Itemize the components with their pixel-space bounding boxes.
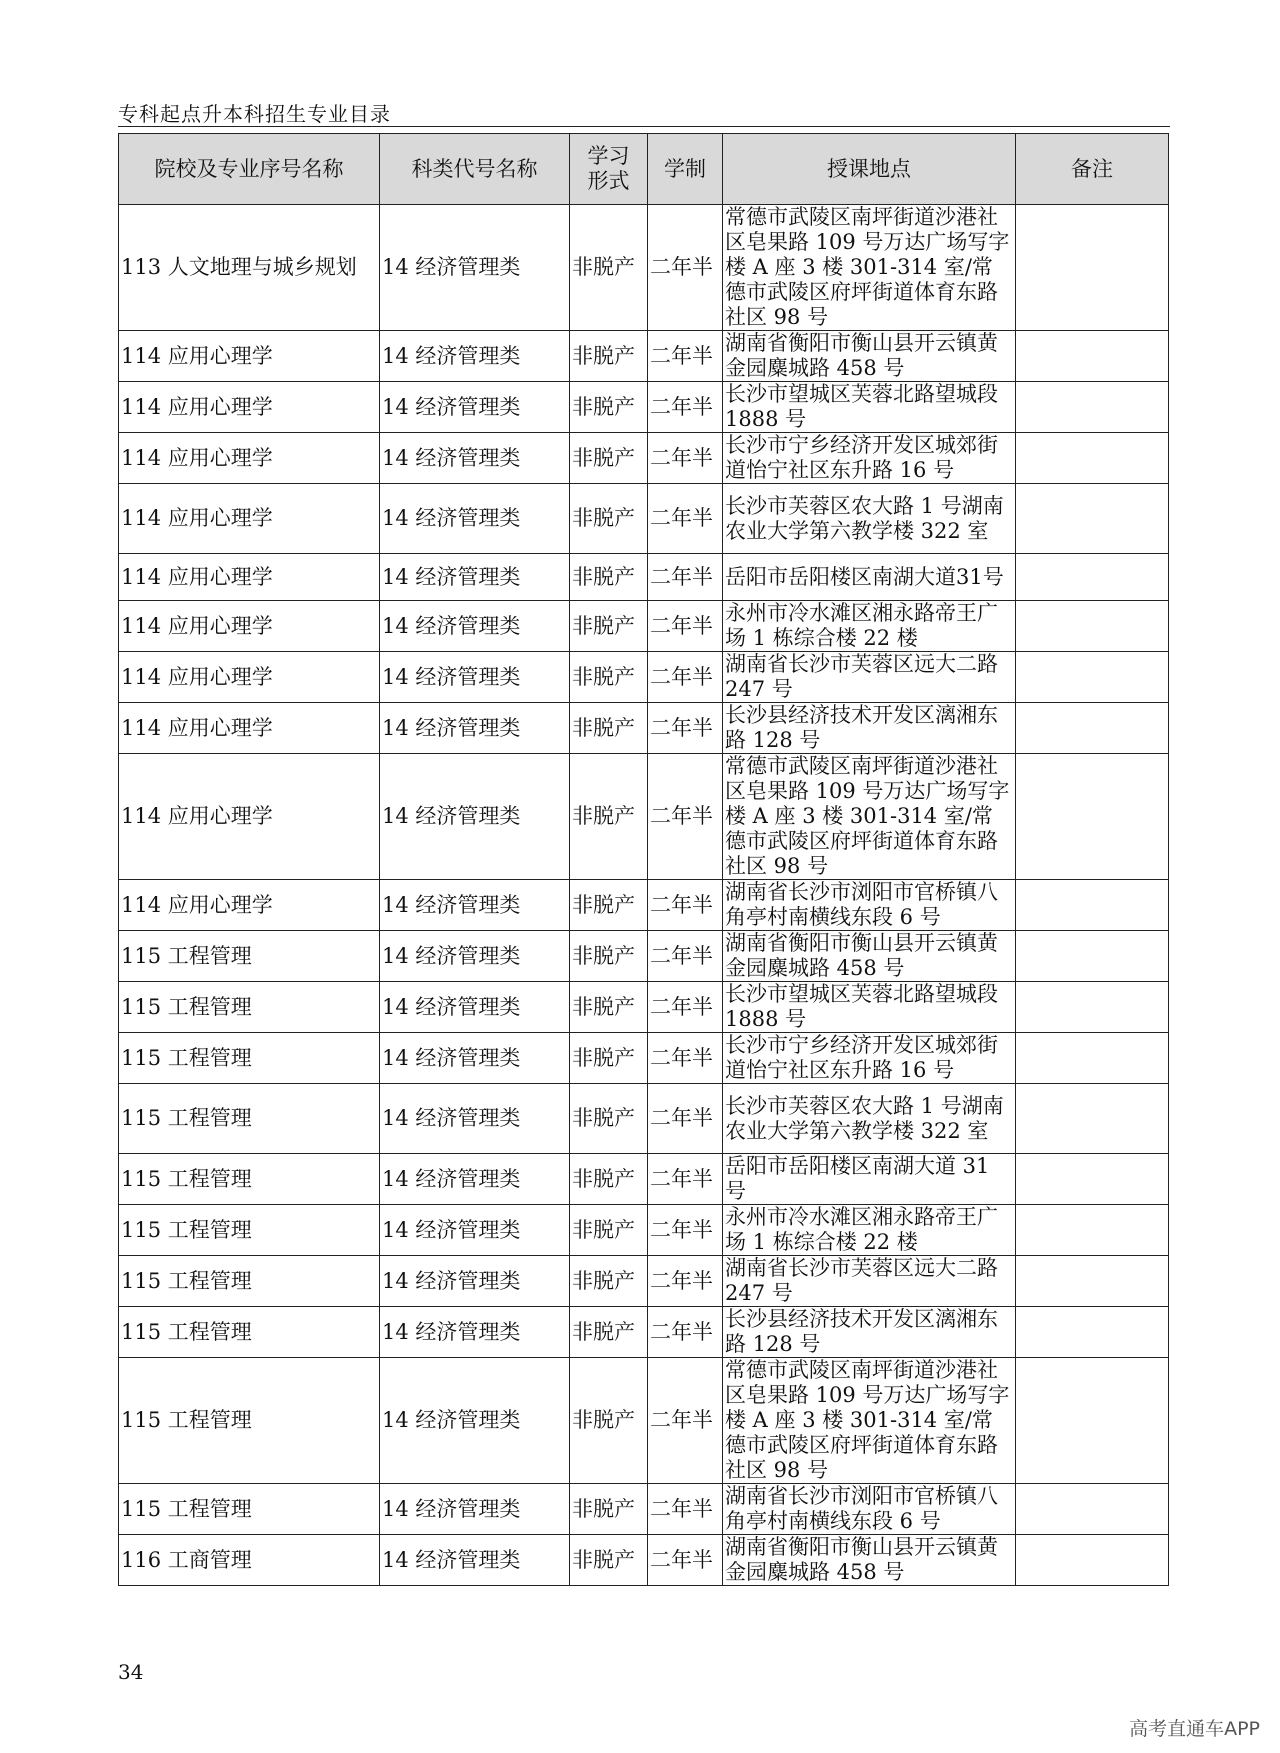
cell-duration: 二年半 [648, 601, 723, 652]
cell-duration: 二年半 [648, 652, 723, 703]
cell-study-form: 非脱产 [570, 433, 648, 484]
catalog-table [118, 133, 1169, 1586]
cell-category: 14 经济管理类 [380, 1484, 570, 1535]
column-header-category: 科类代号名称 [380, 134, 570, 205]
table-row [119, 205, 1169, 331]
cell-notes [1016, 1358, 1169, 1484]
cell-notes [1016, 554, 1169, 601]
cell-notes [1016, 1154, 1169, 1205]
cell-category: 14 经济管理类 [380, 1033, 570, 1084]
cell-duration: 二年半 [648, 1154, 723, 1205]
cell-duration: 二年半 [648, 484, 723, 554]
cell-category: 14 经济管理类 [380, 1307, 570, 1358]
cell-program: 115 工程管理 [119, 1307, 380, 1358]
cell-category: 14 经济管理类 [380, 982, 570, 1033]
cell-location: 岳阳市岳阳楼区南湖大道 31 号 [723, 1154, 1016, 1205]
table-row [119, 754, 1169, 880]
cell-notes [1016, 931, 1169, 982]
cell-program: 114 应用心理学 [119, 754, 380, 880]
column-header-duration: 学制 [648, 134, 723, 205]
cell-program: 114 应用心理学 [119, 703, 380, 754]
cell-location: 永州市冷水滩区湘永路帝王广场 1 栋综合楼 22 楼 [723, 1205, 1016, 1256]
cell-study-form: 非脱产 [570, 601, 648, 652]
cell-notes [1016, 982, 1169, 1033]
table-row [119, 982, 1169, 1033]
cell-duration: 二年半 [648, 1256, 723, 1307]
column-header-location: 授课地点 [723, 134, 1016, 205]
cell-study-form: 非脱产 [570, 754, 648, 880]
cell-location: 岳阳市岳阳楼区南湖大道31号 [723, 554, 1016, 601]
cell-program: 114 应用心理学 [119, 880, 380, 931]
cell-program: 114 应用心理学 [119, 652, 380, 703]
cell-notes [1016, 331, 1169, 382]
cell-program: 115 工程管理 [119, 1256, 380, 1307]
cell-category: 14 经济管理类 [380, 652, 570, 703]
column-header-program: 院校及专业序号名称 [119, 134, 380, 205]
cell-notes [1016, 433, 1169, 484]
column-header-study-form: 学习形式 [570, 134, 648, 205]
cell-program: 114 应用心理学 [119, 331, 380, 382]
cell-program: 114 应用心理学 [119, 382, 380, 433]
cell-study-form: 非脱产 [570, 1084, 648, 1154]
cell-category: 14 经济管理类 [380, 1256, 570, 1307]
cell-location: 长沙市望城区芙蓉北路望城段 1888 号 [723, 382, 1016, 433]
cell-study-form: 非脱产 [570, 1307, 648, 1358]
cell-category: 14 经济管理类 [380, 205, 570, 331]
cell-duration: 二年半 [648, 433, 723, 484]
cell-duration: 二年半 [648, 754, 723, 880]
cell-program: 114 应用心理学 [119, 433, 380, 484]
cell-study-form: 非脱产 [570, 982, 648, 1033]
cell-duration: 二年半 [648, 1084, 723, 1154]
cell-program: 115 工程管理 [119, 1205, 380, 1256]
cell-duration: 二年半 [648, 1205, 723, 1256]
cell-program: 115 工程管理 [119, 1033, 380, 1084]
cell-notes [1016, 1084, 1169, 1154]
cell-location: 长沙县经济技术开发区漓湘东路 128 号 [723, 1307, 1016, 1358]
cell-duration: 二年半 [648, 982, 723, 1033]
table-row [119, 1307, 1169, 1358]
table-row [119, 1358, 1169, 1484]
cell-notes [1016, 484, 1169, 554]
cell-location: 常德市武陵区南坪街道沙港社区皂果路 109 号万达广场写字楼 A 座 3 楼 301-314 室/常德市武陵区府坪街道体育东路社区 98 号 [723, 754, 1016, 880]
cell-duration: 二年半 [648, 1307, 723, 1358]
table-row [119, 1535, 1169, 1586]
cell-location: 常德市武陵区南坪街道沙港社区皂果路 109 号万达广场写字楼 A 座 3 楼 301-314 室/常德市武陵区府坪街道体育东路社区 98 号 [723, 205, 1016, 331]
cell-duration: 二年半 [648, 1033, 723, 1084]
table-row [119, 931, 1169, 982]
page-number: 34 [118, 1660, 144, 1684]
cell-duration: 二年半 [648, 205, 723, 331]
cell-location: 湖南省长沙市浏阳市官桥镇八角亭村南横线东段 6 号 [723, 1484, 1016, 1535]
cell-location: 湖南省长沙市浏阳市官桥镇八角亭村南横线东段 6 号 [723, 880, 1016, 931]
cell-study-form: 非脱产 [570, 931, 648, 982]
cell-study-form: 非脱产 [570, 1484, 648, 1535]
cell-program: 114 应用心理学 [119, 554, 380, 601]
cell-program: 113 人文地理与城乡规划 [119, 205, 380, 331]
cell-category: 14 经济管理类 [380, 754, 570, 880]
table-row [119, 1033, 1169, 1084]
cell-program: 115 工程管理 [119, 1358, 380, 1484]
cell-study-form: 非脱产 [570, 205, 648, 331]
cell-study-form: 非脱产 [570, 382, 648, 433]
cell-notes [1016, 1535, 1169, 1586]
cell-category: 14 经济管理类 [380, 331, 570, 382]
cell-study-form: 非脱产 [570, 554, 648, 601]
table-header-row [119, 134, 1169, 205]
cell-study-form: 非脱产 [570, 1033, 648, 1084]
cell-location: 长沙市宁乡经济开发区城郊街道怡宁社区东升路 16 号 [723, 1033, 1016, 1084]
cell-duration: 二年半 [648, 382, 723, 433]
cell-program: 115 工程管理 [119, 982, 380, 1033]
cell-notes [1016, 1307, 1169, 1358]
table-row [119, 1084, 1169, 1154]
cell-notes [1016, 703, 1169, 754]
cell-study-form: 非脱产 [570, 703, 648, 754]
cell-notes [1016, 205, 1169, 331]
cell-program: 116 工商管理 [119, 1535, 380, 1586]
cell-notes [1016, 1256, 1169, 1307]
table-row [119, 703, 1169, 754]
cell-category: 14 经济管理类 [380, 382, 570, 433]
cell-category: 14 经济管理类 [380, 1205, 570, 1256]
cell-duration: 二年半 [648, 1535, 723, 1586]
table-row [119, 484, 1169, 554]
cell-notes [1016, 601, 1169, 652]
cell-category: 14 经济管理类 [380, 931, 570, 982]
cell-location: 湖南省衡阳市衡山县开云镇黄金园麋城路 458 号 [723, 1535, 1016, 1586]
cell-study-form: 非脱产 [570, 484, 648, 554]
header-rule [118, 126, 1170, 127]
table-row [119, 601, 1169, 652]
cell-duration: 二年半 [648, 931, 723, 982]
cell-duration: 二年半 [648, 331, 723, 382]
cell-location: 长沙县经济技术开发区漓湘东路 128 号 [723, 703, 1016, 754]
cell-study-form: 非脱产 [570, 331, 648, 382]
cell-duration: 二年半 [648, 554, 723, 601]
cell-category: 14 经济管理类 [380, 1084, 570, 1154]
cell-category: 14 经济管理类 [380, 1535, 570, 1586]
cell-duration: 二年半 [648, 880, 723, 931]
cell-category: 14 经济管理类 [380, 703, 570, 754]
cell-location: 湖南省衡阳市衡山县开云镇黄金园麋城路 458 号 [723, 931, 1016, 982]
cell-program: 115 工程管理 [119, 1154, 380, 1205]
cell-location: 长沙市望城区芙蓉北路望城段 1888 号 [723, 982, 1016, 1033]
cell-program: 115 工程管理 [119, 1084, 380, 1154]
table-row [119, 331, 1169, 382]
cell-location: 湖南省长沙市芙蓉区远大二路 247 号 [723, 1256, 1016, 1307]
cell-location: 长沙市芙蓉区农大路 1 号湖南农业大学第六教学楼 322 室 [723, 484, 1016, 554]
table-row [119, 1205, 1169, 1256]
cell-notes [1016, 382, 1169, 433]
cell-location: 湖南省衡阳市衡山县开云镇黄金园麋城路 458 号 [723, 331, 1016, 382]
cell-duration: 二年半 [648, 1358, 723, 1484]
cell-location: 湖南省长沙市芙蓉区远大二路 247 号 [723, 652, 1016, 703]
cell-category: 14 经济管理类 [380, 1154, 570, 1205]
cell-study-form: 非脱产 [570, 1256, 648, 1307]
table-row [119, 382, 1169, 433]
table-row [119, 1256, 1169, 1307]
table-row [119, 1484, 1169, 1535]
cell-study-form: 非脱产 [570, 1154, 648, 1205]
column-header-notes: 备注 [1016, 134, 1169, 205]
cell-category: 14 经济管理类 [380, 880, 570, 931]
cell-category: 14 经济管理类 [380, 601, 570, 652]
cell-location: 长沙市宁乡经济开发区城郊街道怡宁社区东升路 16 号 [723, 433, 1016, 484]
watermark: 高考直通车APP [1129, 1718, 1260, 1740]
cell-category: 14 经济管理类 [380, 484, 570, 554]
cell-location: 常德市武陵区南坪街道沙港社区皂果路 109 号万达广场写字楼 A 座 3 楼 301-314 室/常德市武陵区府坪街道体育东路社区 98 号 [723, 1358, 1016, 1484]
cell-program: 115 工程管理 [119, 1484, 380, 1535]
cell-category: 14 经济管理类 [380, 554, 570, 601]
cell-notes [1016, 754, 1169, 880]
cell-category: 14 经济管理类 [380, 433, 570, 484]
table-row [119, 433, 1169, 484]
cell-duration: 二年半 [648, 1484, 723, 1535]
cell-program: 114 应用心理学 [119, 601, 380, 652]
cell-study-form: 非脱产 [570, 880, 648, 931]
table-row [119, 554, 1169, 601]
cell-study-form: 非脱产 [570, 1358, 648, 1484]
cell-location: 长沙市芙蓉区农大路 1 号湖南农业大学第六教学楼 322 室 [723, 1084, 1016, 1154]
table-row [119, 880, 1169, 931]
cell-study-form: 非脱产 [570, 1205, 648, 1256]
cell-program: 114 应用心理学 [119, 484, 380, 554]
cell-location: 永州市冷水滩区湘永路帝王广场 1 栋综合楼 22 楼 [723, 601, 1016, 652]
running-header: 专科起点升本科招生专业目录 [118, 102, 391, 126]
cell-study-form: 非脱产 [570, 652, 648, 703]
cell-duration: 二年半 [648, 703, 723, 754]
cell-program: 115 工程管理 [119, 931, 380, 982]
cell-category: 14 经济管理类 [380, 1358, 570, 1484]
cell-notes [1016, 1033, 1169, 1084]
table-row [119, 652, 1169, 703]
cell-notes [1016, 1484, 1169, 1535]
cell-notes [1016, 652, 1169, 703]
cell-study-form: 非脱产 [570, 1535, 648, 1586]
cell-notes [1016, 880, 1169, 931]
cell-notes [1016, 1205, 1169, 1256]
table-row [119, 1154, 1169, 1205]
